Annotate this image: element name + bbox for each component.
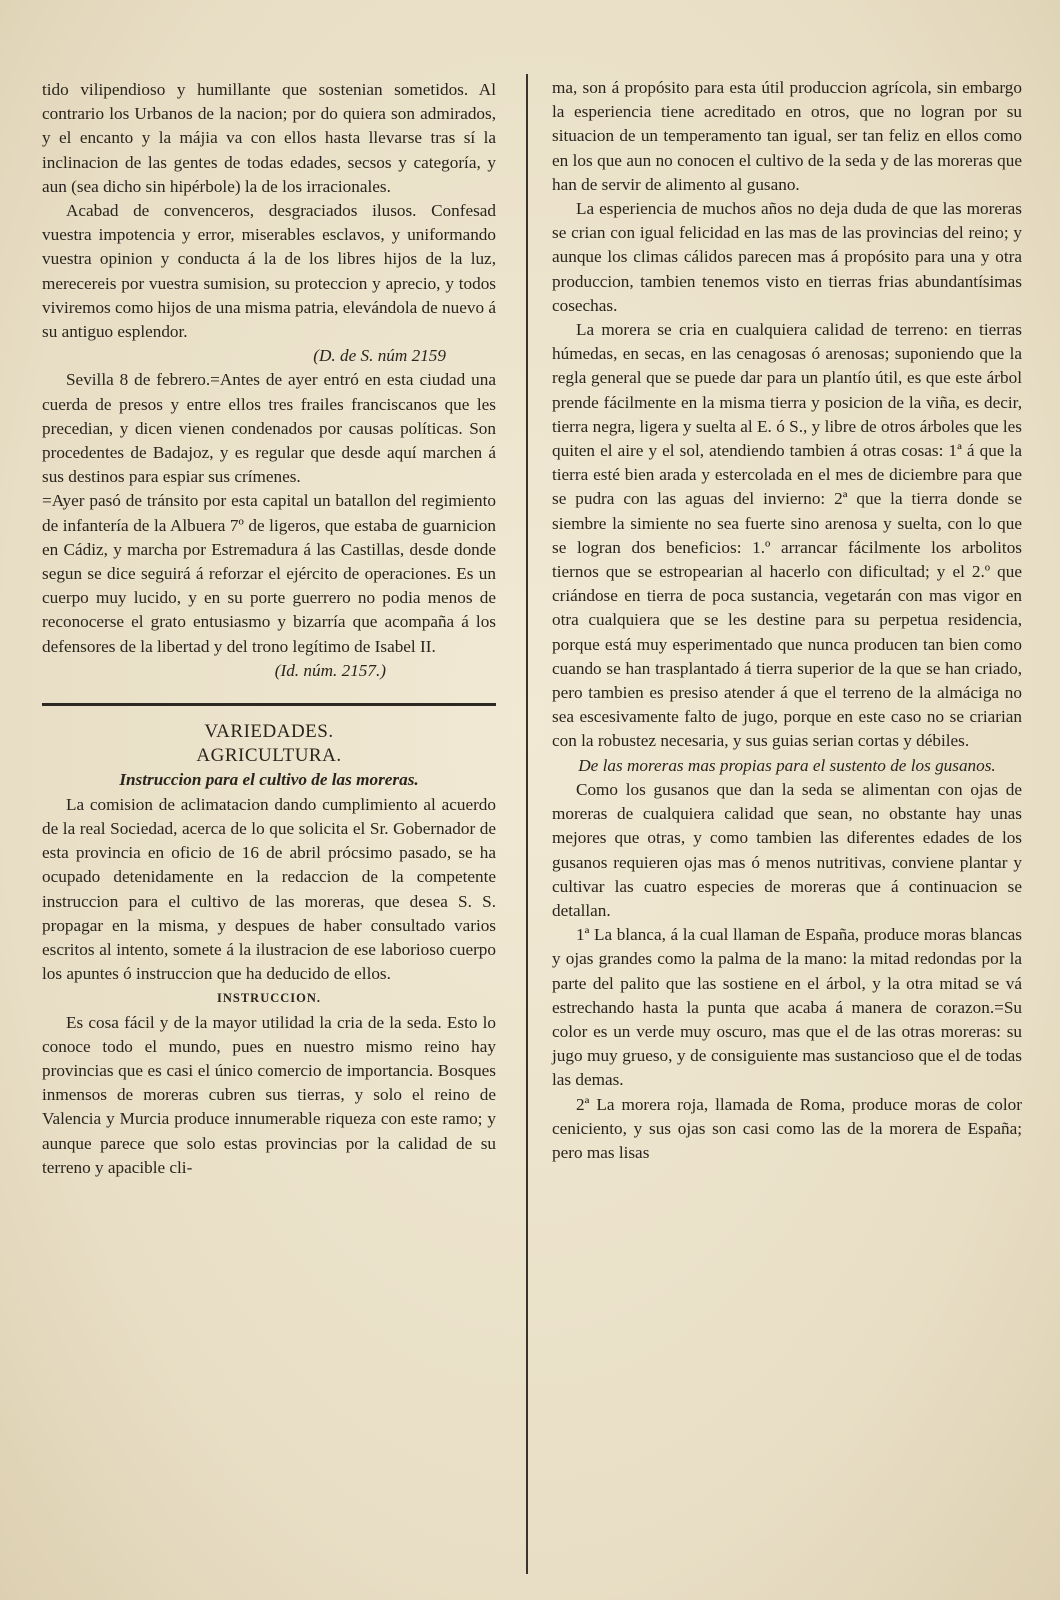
paragraph: Acabad de convenceros, desgraciados ilusos. Confesad vuestra impotencia y error, miserables esclavos, y uniformando vuestra opinion y conducta á la de los libres hijos de la luz, merecereis por vuestra sumision, su proteccion y aprecio, y todos viviremos como hijos de una misma patria, elevándola de nuevo á su antiguo esplendor.	[42, 201, 496, 342]
left-column	[42, 78, 496, 1180]
subsection-label: INSTRUCCION.	[216, 991, 322, 1006]
section-heading: AGRICULTURA.	[196, 745, 342, 767]
section-heading: VARIEDADES.	[204, 721, 334, 743]
right-column	[552, 76, 1022, 1165]
section-divider	[42, 703, 496, 706]
paragraph: Como los gusanos que dan la seda se alimentan con ojas de moreras de cualquiera calidad que sean, no obstante hay unas mejores que otras, y como tambien las diferentes edades de los gusanos requieren ojas mas ó menos nutritivas, conviene plantar y cultivar las cuatro especies de moreras que á continuacion se detallan.	[552, 779, 1022, 920]
paragraph: Es cosa fácil y de la mayor utilidad la cria de la seda. Esto lo conoce todo el mundo, pues en nuestro mismo reino hay provincias que es casi el único comercio de importancia. Bosques inmensos de moreras cubren sus tierras, y solo el reino de Valencia y Murcia produce innumerable riqueza con este ramo; y aunque parece que solo estas provincias por la calidad de su terreno y apacible cli-	[42, 1012, 496, 1177]
paragraph: 2ª La morera roja, llamada de Roma, produce moras de color ceniciento, y sus ojas son casi como las de la morera de España; pero mas lisas	[552, 1094, 1022, 1162]
paragraph: La comision de aclimatacion dando cumplimiento al acuerdo de la real Sociedad, acerca de lo que solicita el Sr. Gobernador de esta provincia en oficio de 16 de abril prócsimo pasado, se ha ocupado detenidamente en la redaccion de la competente instruccion para el cultivo de las moreras, que desea S. S. propagar en la misma, y despues de haber consultado varios escritos al intento, somete á la ilustracion de ese laborioso cuerpo los apuntes ó instruccion que ha deducido de ellos.	[42, 794, 496, 984]
news-item: Sevilla 8 de febrero.=Antes de ayer entró en esta ciudad una cuerda de presos y entre ellos tres frailes franciscanos que les precedian, y dicen vienen condenados por causas políticas. Son procedentes de Badajoz, y es regular que desde aquí marchen á sus destinos para espiar sus crímenes.	[42, 370, 496, 487]
paragraph: tido vilipendioso y humillante que sostenian sometidos. Al contrario los Urbanos de la nacion; por do quiera son admirados, y el encanto y la májia va con ellos hasta llevarse tras sí la inclinacion de las gentes de todas edades, secsos y categoría, y aun (sea dicho sin hipérbole) la de los irracionales.	[42, 80, 496, 196]
news-item: =Ayer pasó de tránsito por esta capital un batallon del regimiento de infantería de la Albuera 7º de ligeros, que estaba de guarnicion en Cádiz, y marcha por Estremadura á las Castillas, desde donde segun se dice seguirá á reforzar el ejército de operaciones. Es un cuerpo muy lucido, y en su porte guerrero no podia menos de reconocerse el grato entusiasmo y bizarría que acompaña á los defensores de la libertad y del trono legítimo de Isabel II.	[42, 491, 496, 656]
paragraph: La esperiencia de muchos años no deja duda de que las moreras se crian con igual felicidad en las mas de las provincias del reino; y aunque los climas cálidos parecen mas á propósito para una y otra produccion, tambien tenemos visto en tierras frias abundantísimas cosechas.	[552, 199, 1022, 315]
paragraph: 1ª La blanca, á la cual llaman de España, produce moras blancas y ojas grandes como la palma de la mano: la mitad redondas por la parte del palito que las sostiene en el árbol, y la otra mitad se vá estrechando hasta la punta que acaba á manera de corazon.=Su color es un verde muy oscuro, mas que el de las otras moreras: su jugo muy grueso, y de consiguiente mas sustancioso que el de todas las demas.	[552, 925, 1022, 1090]
paragraph: La morera se cria en cualquiera calidad de terreno: en tierras húmedas, en secas, en las cenagosas ó arenosas; suponiendo que la regla general que se puede dar para un plantío útil, es que este árbol prende fácilmente en la misma tierra y posicion de la viña, es decir, tierra negra, ligera y suelta al E. ó S., y libre de otros árboles que les quiten el aire y el sol, atendiendo tambien á otras cosas: 1ª á que la tierra esté bien arada y estercolada en el mes de diciembre para que se pudra con las aguas del invierno: 2ª que la tierra donde se siembre la simiente no sea fuerte sino arenosa y suelta, con lo que se logran dos beneficios: 1.º arrancar fácilmente los arbolitos tiernos que se estropearian al hacerlo con dificultad; y el 2.º que criándose en tierra de poca sustancia, vegetarán con mas vigor en otra cualquiera que se les destine para su perpetua residencia, porque está muy esperimentado que nunca producen tan bien como cuando se han trasplantado á tierra superior de la que se han criado, pero tambien es presiso atender á que el terreno de la almáciga no sea escesivamente falto de jugo, porque en este caso no se criarian con la robustez necesaria, y sus guias serian cortas y débiles.	[552, 320, 1022, 751]
source-citation: (D. de S. núm 2159	[313, 346, 446, 366]
source-citation: (Id. núm. 2157.)	[274, 660, 386, 680]
article-title: Instruccion para el cultivo de las moreras.	[119, 770, 419, 790]
paragraph: ma, son á propósito para esta útil produccion agrícola, sin embargo la esperiencia tiene acreditado en otros, que no logran por su situacion de un temperamento tan igual, ser tan feliz en ellos como en los que aun no conocen el cultivo de la seda y de las moreras que han de servir de alimento al gusano.	[552, 78, 1022, 194]
column-divider	[526, 74, 528, 1574]
section-title: De las moreras mas propias para el sustento de los gusanos.	[578, 755, 996, 775]
